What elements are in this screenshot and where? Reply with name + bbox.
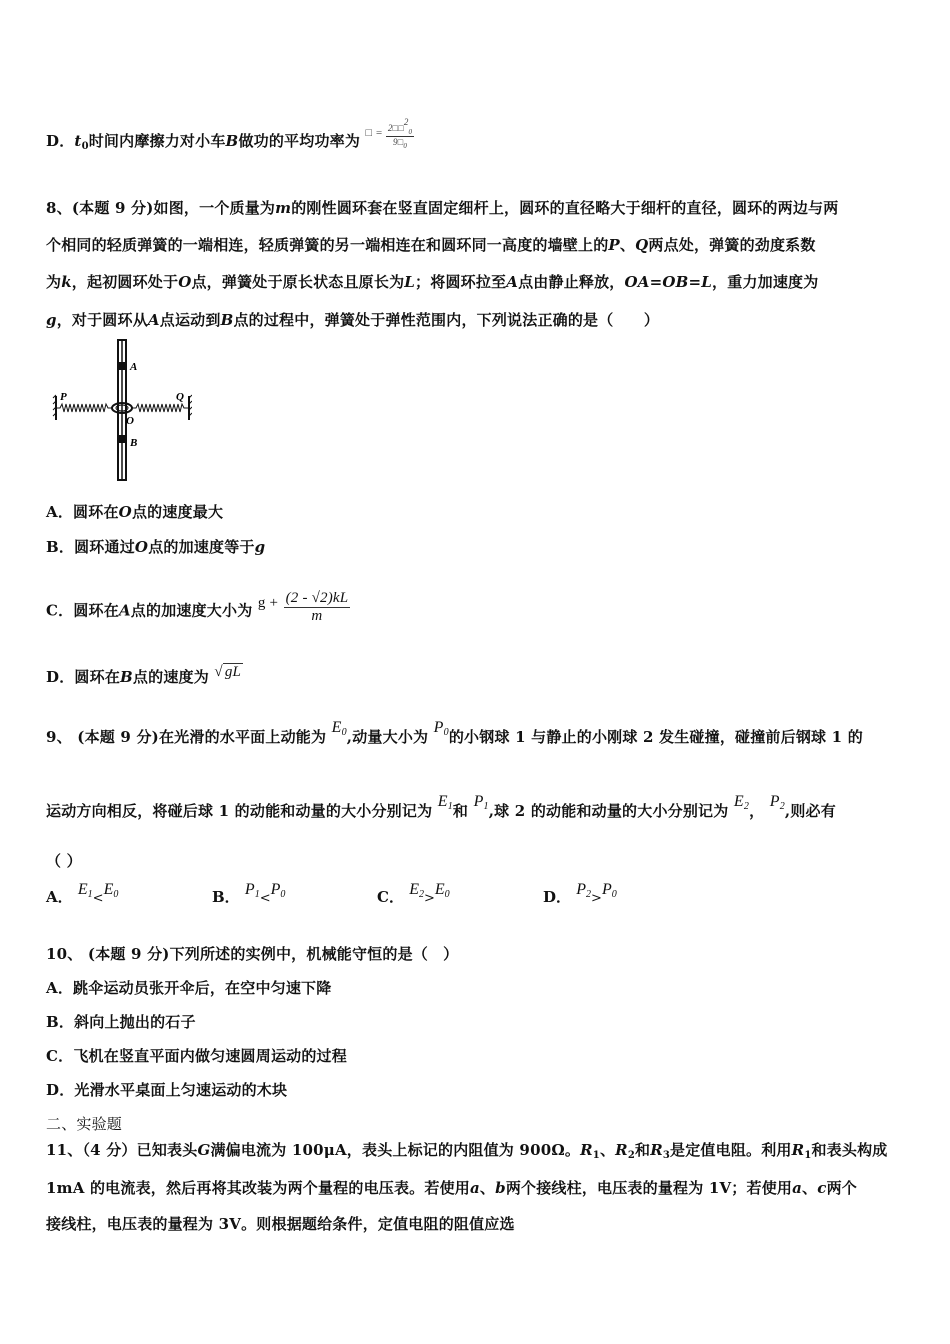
q10-option-a: A．跳伞运动员张开伞后，在空中匀速下降 [46,979,332,997]
q9-line-1: 9、 (本题 9 分)在光滑的水平面上动能为 $E_0$,动量大小为 $P_0$的小钢球 1 与静止的小刚球 2 发生碰撞，碰撞前后钢球 1 的 [46,719,863,746]
q8-optc-fraction: $\frac{(2 - √2)kL}{m}$ [285,590,349,624]
point-a-marker [119,362,125,370]
q9-option-b: B． $P_1<P_0$ [212,881,286,906]
q10-option-d: D．光滑水平桌面上匀速运动的木块 [46,1081,288,1099]
q11-line-3: 接线柱，电压表的量程为 3V。则根据题给条件，定值电阻的阻值应选 [46,1215,515,1233]
label-q: Q [176,391,184,403]
q9-paren: （ ） [46,852,82,870]
q10-option-b: B．斜向上抛出的石子 [46,1013,196,1031]
q10-option-c: C．飞机在竖直平面内做匀速圆周运动的过程 [46,1047,347,1065]
right-spring [132,404,189,412]
q7-formula: □ = 2□□20 9□0 [365,117,413,150]
q9-line-2: 运动方向相反，将碰后球 1 的动能和动量的大小分别记为 $E_1$和 $P_1$,球 2 的动能和动量的大小分别记为 $E_2$， $P_2$,则必有 [46,793,836,820]
ring-spring-diagram [52,338,192,483]
q8-option-a: A．圆环在O点的速度最大 [46,503,224,521]
q9-option-a: A． $E_1<E_0$ [46,881,119,906]
q7-option-d: D．$t_0$时间内摩擦力对小车B做功的平均功率为 $^{□ = \frac{2□□2_0}{9□_0}}$ [46,117,413,153]
label-a: A [130,361,138,373]
q8-line-4: g，对于圆环从A点运动到B点的过程中，弹簧处于弹性范围内，下列说法正确的是（ ） [46,311,660,329]
q11-line-1: 11、（4 分）已知表头G满偏电流为 100μA，表头上标记的内阻值为 900Ω。$R_1$、$R_2$和$R_3$是定值电阻。利用$R_1$和表头构成 [46,1141,888,1161]
q11-line-2: 1mA 的电流表，然后再将其改装为两个量程的电压表。若使用a、b两个接线柱，电压表的量程为 1V；若使用a、c两个 [46,1179,857,1197]
q8-option-c: C．圆环在A点的加速度大小为 g + $\frac{(2 - √2)kL}{m}$ [46,590,349,624]
q8-option-d: D．圆环在B点的速度为 √ gL [46,664,242,686]
label-p: P [60,391,67,403]
label-o: O [126,415,134,427]
point-b-marker [119,435,125,443]
q9-option-d: D． $P_2>P_0$ [543,881,617,906]
label-b: B [130,437,138,449]
q8-figure [52,338,192,483]
sqrt-gl: √ gL [214,664,242,680]
q9-option-c: C． $E_2>E_0$ [377,881,450,906]
q10-title: 10、 (本题 9 分)下列所述的实例中，机械能守恒的是（ ） [46,945,459,963]
q8-line-3: 为k，起初圆环处于O点，弹簧处于原长状态且原长为L；将圆环拉至A点由静止释放，OA=OB=L，重力加速度为 [46,273,819,291]
left-spring [56,404,112,412]
q8-line-2: 个相同的轻质弹簧的一端相连，轻质弹簧的另一端相连在和圆环同一高度的墙壁上的P、Q两点处，弹簧的劲度系数 [46,236,816,254]
section-title: 二、实验题 [46,1115,123,1133]
q8-option-b: B．圆环通过O点的加速度等于g [46,538,266,556]
q8-line-1: 8、(本题 9 分)如图，一个质量为m的刚性圆环套在竖直固定细杆上，圆环的直径略大于细杆的直径，圆环的两边与两 [46,199,839,217]
